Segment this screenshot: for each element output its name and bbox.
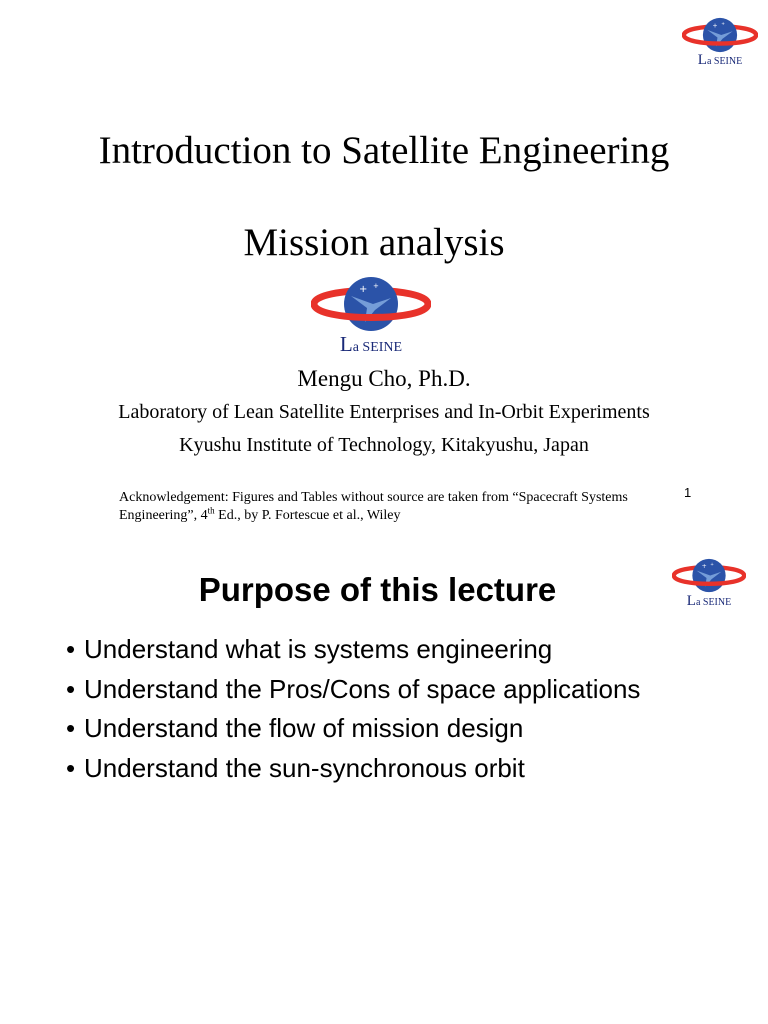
presentation-subtitle: Mission analysis: [243, 221, 505, 264]
la-seine-emblem-icon: [682, 16, 758, 54]
affiliation-institute: Kyushu Institute of Technology, Kitakyushu, Japan: [179, 434, 589, 456]
svg-text:+: +: [710, 562, 714, 568]
svg-text:+: +: [721, 21, 725, 27]
la-seine-logo: [682, 16, 758, 68]
bullet-dot: •: [66, 713, 76, 743]
affiliation-laboratory: Laboratory of Lean Satellite Enterprises and In-Orbit Experiments: [118, 401, 650, 423]
list-item: • Understand what is systems engineering: [66, 630, 640, 670]
logo-text: La SEINE: [697, 52, 743, 68]
presentation-title: Introduction to Satellite Engineering: [98, 129, 670, 172]
svg-text:+: +: [373, 282, 379, 290]
svg-text:+: +: [712, 22, 718, 30]
la-seine-emblem-icon: [311, 274, 431, 334]
la-seine-logo-center: [311, 274, 431, 354]
list-item: • Understand the sun-synchronous orbit: [66, 749, 640, 789]
acknowledgement-note: Acknowledgement: Figures and Tables without source are taken from “Spacecraft Systems Engineering”, 4th Ed., by P. Fortescue et al., Wiley: [119, 490, 628, 523]
page-number: 1: [684, 485, 692, 500]
logo-text: La SEINE: [686, 593, 732, 609]
list-item: • Understand the flow of mission design: [66, 709, 640, 749]
bullet-dot: •: [66, 752, 76, 783]
slide-heading: Purpose of this lecture: [198, 571, 557, 608]
bullet-dot: •: [66, 634, 76, 664]
list-item: • Understand the Pros/Cons of space applications: [66, 670, 640, 710]
slide-purpose: [0, 545, 768, 1024]
author-name: Mengu Cho, Ph.D.: [297, 366, 471, 391]
svg-text:+: +: [359, 284, 368, 295]
bullet-list: [66, 630, 640, 788]
bullet-dot: •: [66, 673, 76, 704]
logo-text: La SEINE: [339, 332, 403, 356]
svg-text:+: +: [701, 563, 707, 571]
